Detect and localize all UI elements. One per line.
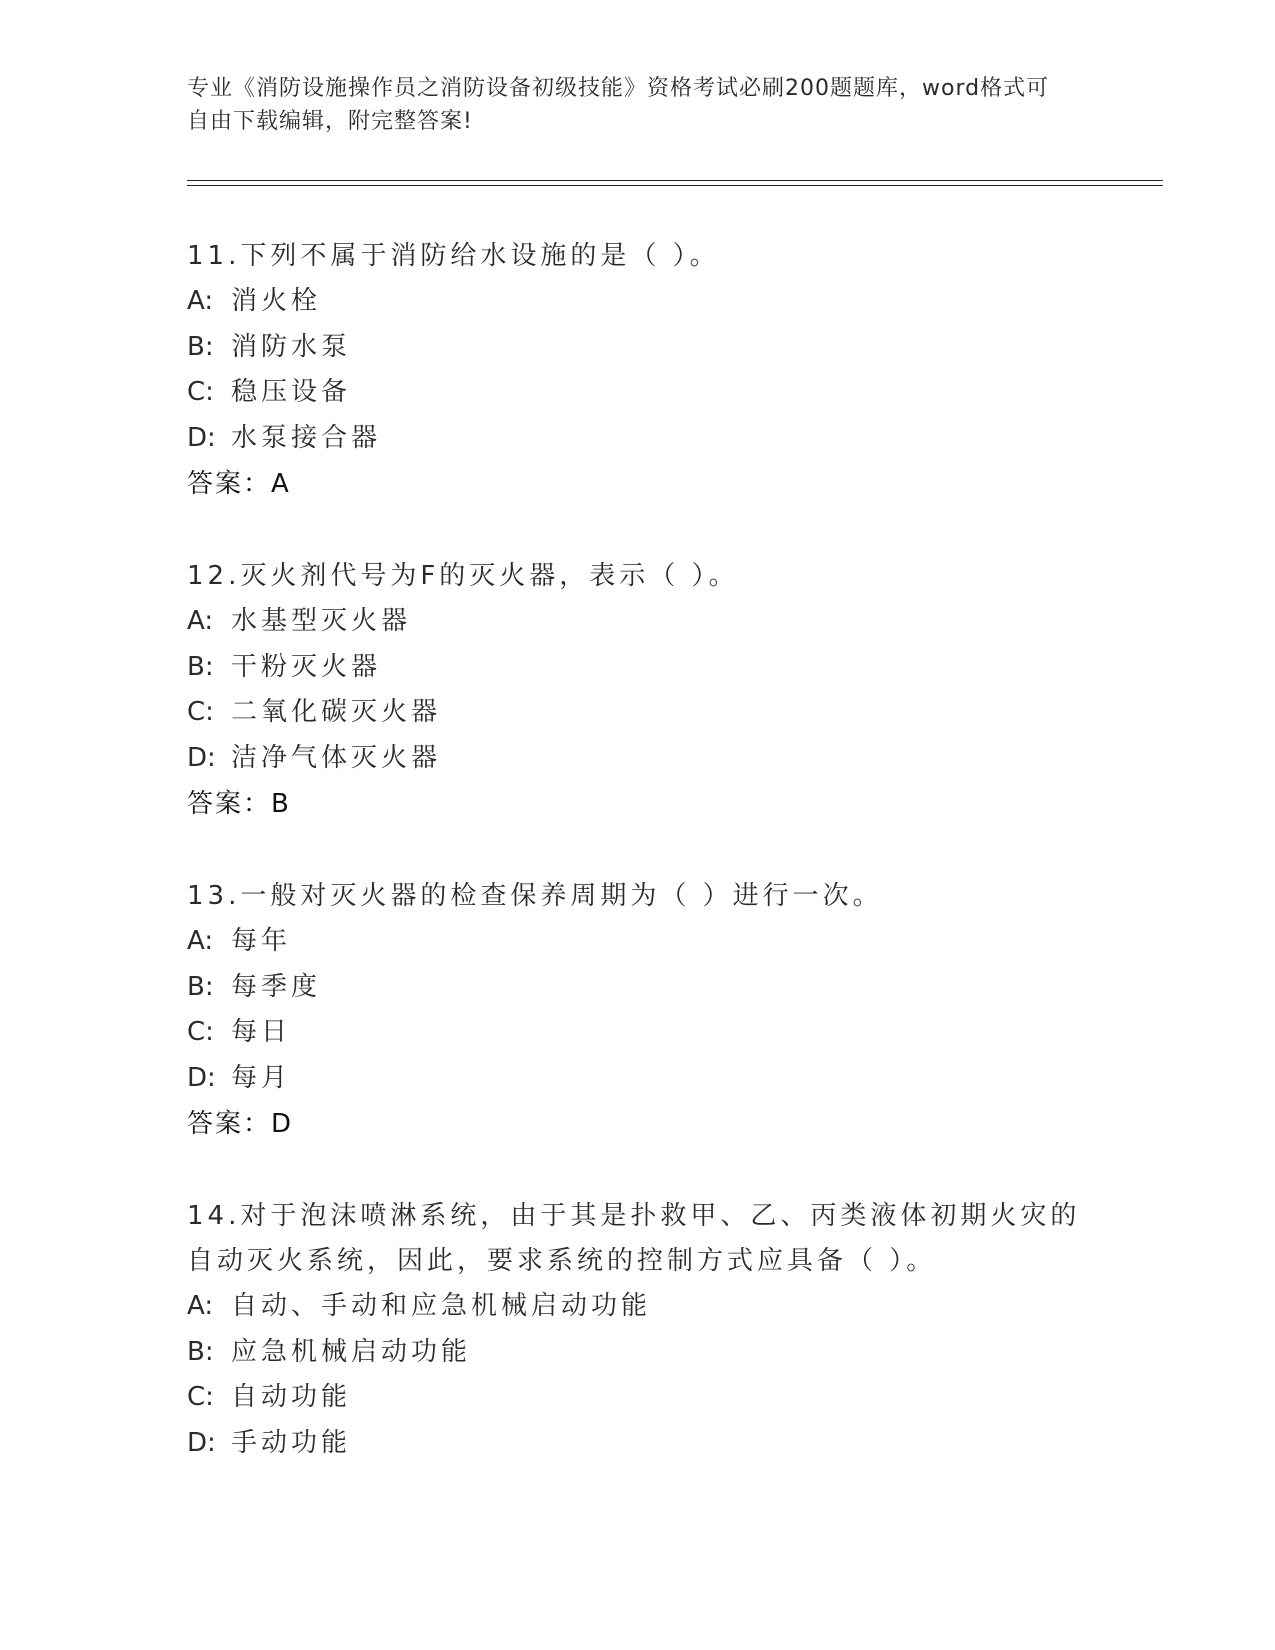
option-text: 水泵接合器: [231, 422, 382, 453]
option-a: [187, 919, 1087, 965]
header-divider-top: [187, 180, 1163, 181]
option-text: 手动功能: [231, 1427, 352, 1458]
document-header: 专业《消防设施操作员之消防设备初级技能》资格考试必刷200题题库，word格式可自由下载编辑，附完整答案!: [187, 76, 1050, 134]
option-letter: D:: [187, 422, 216, 453]
option-d: [187, 736, 1087, 782]
option-letter: C:: [187, 697, 214, 727]
answer-line: 答案：B: [187, 789, 291, 819]
option-b: [187, 325, 1087, 371]
option-letter: D:: [187, 742, 216, 773]
option-text: 水基型灭火器: [231, 606, 412, 636]
option-text: 洁净气体灭火器: [231, 742, 442, 773]
option-letter: A:: [187, 1291, 214, 1321]
option-text: 消火栓: [231, 286, 322, 316]
option-text: 二氧化碳灭火器: [231, 697, 442, 727]
option-letter: C:: [187, 1017, 214, 1047]
option-letter: C:: [187, 377, 214, 407]
option-letter: B:: [187, 331, 214, 362]
option-c: [187, 690, 1087, 736]
option-c: [187, 1010, 1087, 1056]
option-text: 每日: [231, 1017, 292, 1047]
option-text: 自动功能: [231, 1382, 352, 1412]
question-12: [187, 554, 1087, 827]
question-stem: 13.一般对灭火器的检查保养周期为（ ）进行一次。: [187, 881, 883, 911]
option-text: 干粉灭火器: [231, 651, 382, 682]
option-text: 稳压设备: [231, 377, 352, 407]
question-stem: 12.灭火剂代号为F的灭火器，表示（ ）。: [187, 561, 739, 591]
answer-line: 答案：D: [187, 1109, 294, 1139]
option-c: [187, 370, 1087, 416]
option-text: 自动、手动和应急机械启动功能: [231, 1291, 652, 1321]
option-letter: D:: [187, 1427, 216, 1458]
option-letter: D:: [187, 1062, 216, 1093]
option-letter: B:: [187, 971, 214, 1002]
question-11: [187, 234, 1087, 507]
answer-line: 答案：A: [187, 469, 291, 499]
option-d: [187, 1421, 1087, 1467]
option-a: [187, 1284, 1087, 1330]
option-text: 每月: [231, 1062, 292, 1093]
question-13: [187, 874, 1087, 1147]
question-stem: 14.对于泡沫喷淋系统，由于其是扑救甲、乙、丙类液体初期火灾的自动灭火系统，因此，要求系统的控制方式应具备（ ）。: [187, 1201, 1081, 1276]
option-d: [187, 1056, 1087, 1102]
option-letter: A:: [187, 606, 214, 636]
option-text: 每季度: [231, 971, 322, 1002]
option-b: [187, 965, 1087, 1011]
option-text: 应急机械启动功能: [231, 1336, 472, 1367]
option-text: 每年: [231, 926, 292, 956]
option-a: [187, 599, 1087, 645]
option-c: [187, 1375, 1087, 1421]
option-text: 消防水泵: [231, 331, 352, 362]
option-letter: B:: [187, 1336, 214, 1367]
option-letter: A:: [187, 926, 214, 956]
option-a: [187, 279, 1087, 325]
header-divider-bottom: [187, 185, 1163, 186]
option-b: [187, 1330, 1087, 1376]
option-letter: C:: [187, 1382, 214, 1412]
option-b: [187, 645, 1087, 691]
question-14: [187, 1194, 1087, 1466]
option-letter: A:: [187, 286, 214, 316]
question-stem: 11.下列不属于消防给水设施的是（ ）。: [187, 241, 720, 271]
option-letter: B:: [187, 651, 214, 682]
option-d: [187, 416, 1087, 462]
